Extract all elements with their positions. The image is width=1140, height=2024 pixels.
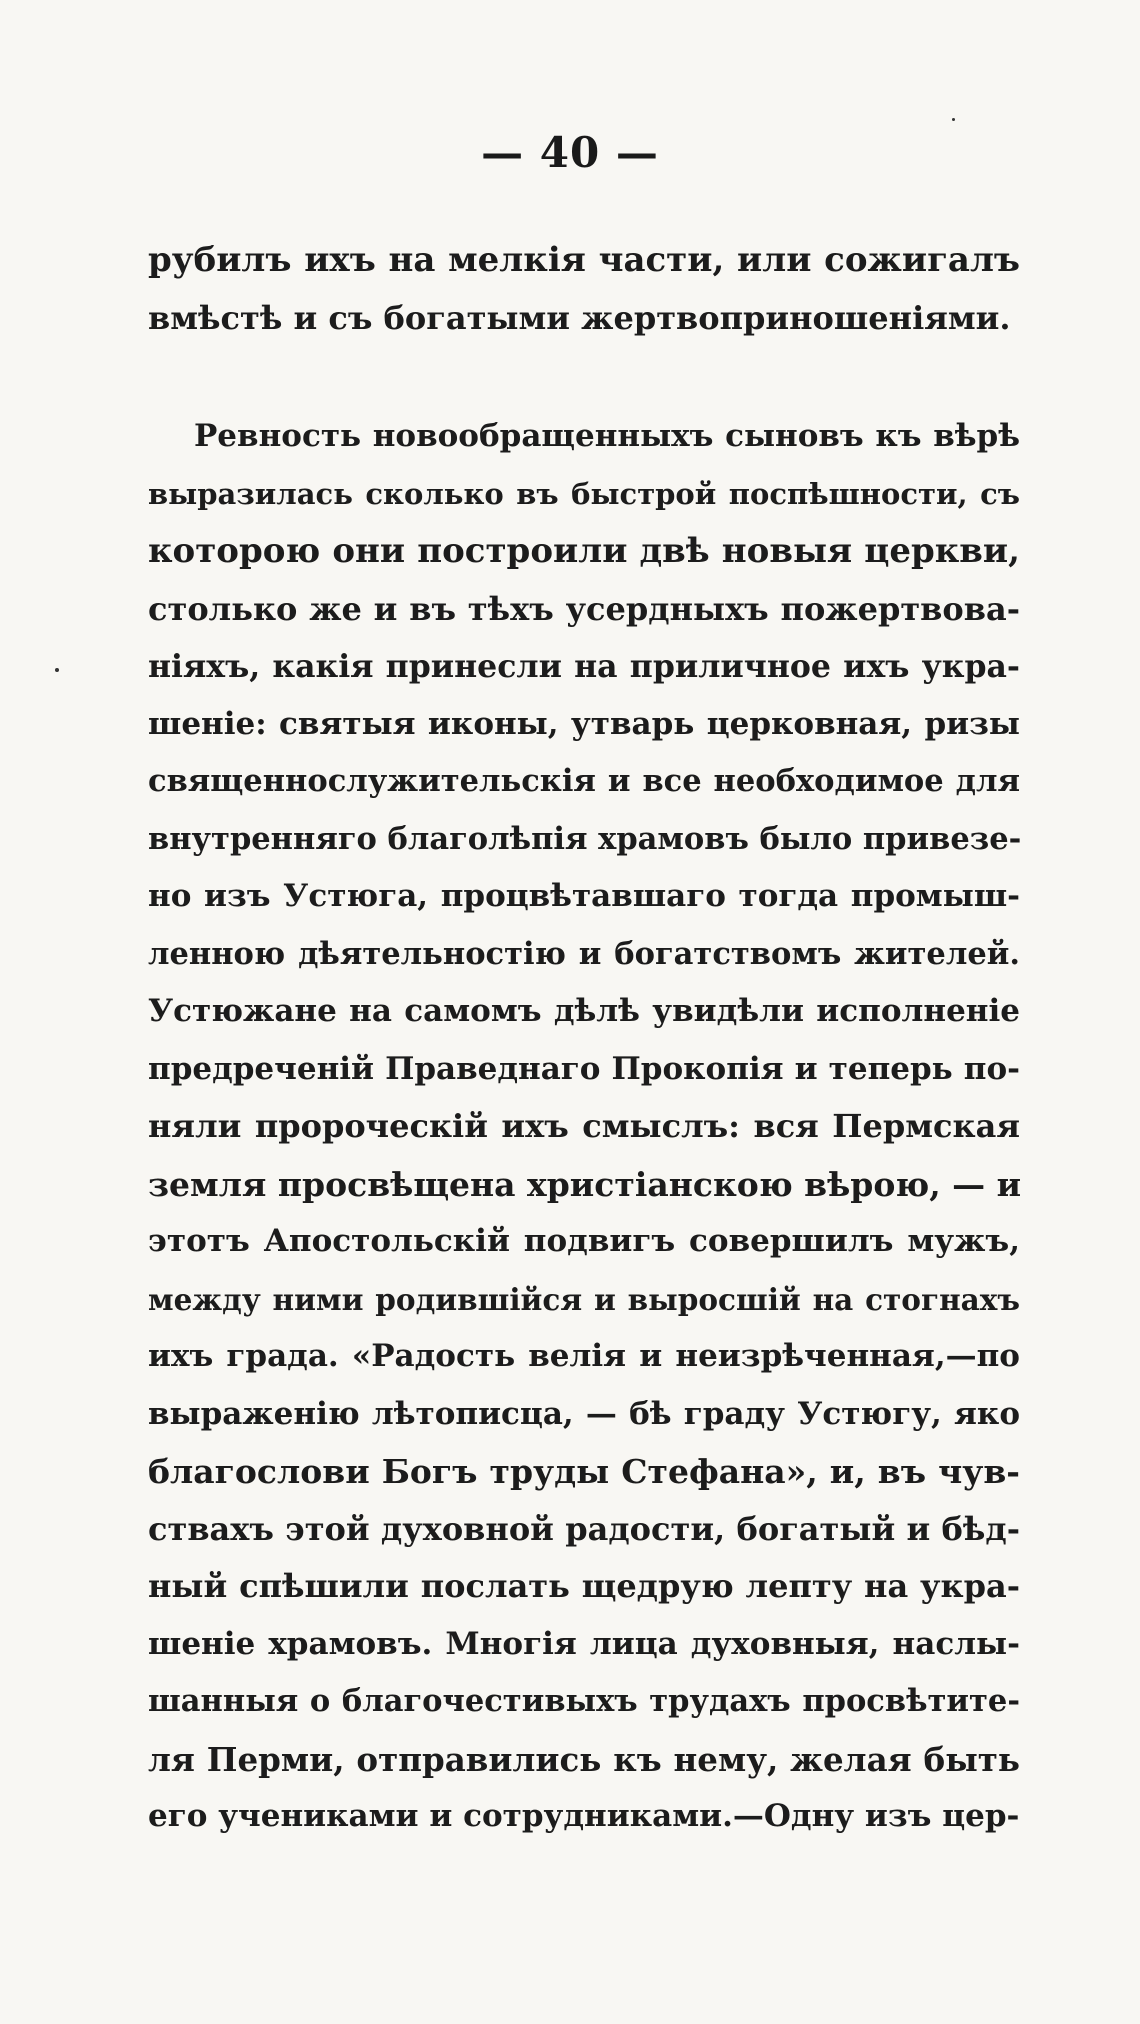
text-line: выразилась сколько въ быстрой поспѣшности, съ <box>148 476 1020 511</box>
text-line: этотъ Апостольскій подвигъ совершилъ мужъ, <box>148 1223 1020 1259</box>
paragraph-1 <box>148 232 1020 347</box>
text-line: земля просвѣщена христіанскою вѣрою, — и <box>148 1164 1022 1204</box>
ink-speck <box>55 668 59 672</box>
text-line: предреченій Праведнаго Прокопія и теперь по- <box>148 1050 1020 1087</box>
text-line: Ревность новообращенныхъ сыновъ къ вѣрѣ <box>194 418 1020 454</box>
text-line: Устюжане на самомъ дѣлѣ увидѣли исполненіе <box>148 993 1020 1029</box>
text-line: ленною дѣятельностію и богатствомъ жителей. <box>148 935 1020 972</box>
text-line: шеніе храмовъ. Многія лица духовныя, наслы- <box>148 1625 1020 1662</box>
text-line: но изъ Устюга, процвѣтавшаго тогда промыш- <box>148 878 1020 914</box>
text-line: ля Перми, отправились къ нему, желая быть <box>148 1739 1020 1779</box>
text-line: священнослужительскія и все необходимое для <box>148 763 1020 799</box>
text-line: ный спѣшили послать щедрую лепту на укра- <box>148 1567 1020 1605</box>
text-line: внутренняго благолѣпія храмовъ было привезе- <box>148 820 1022 857</box>
text-line: ніяхъ, какія принесли на приличное ихъ укра- <box>148 648 1020 685</box>
paragraph-2 <box>148 408 1020 1846</box>
text-line: няли пророческій ихъ смыслъ: вся Пермская <box>148 1107 1020 1145</box>
text-line: шеніе: святыя иконы, утварь церковная, ризы <box>148 705 1020 742</box>
text-line: ихъ града. «Радость велія и неизрѣченная,—по <box>148 1338 1020 1374</box>
text-line: между ними родившійся и выросшій на стогнахъ <box>148 1281 1020 1317</box>
text-line: рубилъ ихъ на мелкія части, или сожигалъ <box>148 240 1020 280</box>
page-number: — 40 — <box>481 128 659 177</box>
ink-speck <box>952 118 955 121</box>
text-line: шанныя о благочестивыхъ трудахъ просвѣтите- <box>148 1683 1020 1719</box>
text-line: выраженію лѣтописца, — бѣ граду Устюгу, яко <box>148 1395 1020 1432</box>
text-line: вмѣстѣ и съ богатыми жертвоприношеніями. <box>148 298 1011 337</box>
text-line: столько же и въ тѣхъ усердныхъ пожертвова- <box>148 589 1020 628</box>
text-line: его учениками и сотрудниками.—Одну изъ цер- <box>148 1798 1020 1834</box>
text-line: ствахъ этой духовной радости, богатый и бѣд- <box>148 1509 1020 1548</box>
text-line: которою они построили двѣ новыя церкви, <box>148 531 1020 571</box>
text-line: благослови Богъ труды Стефана», и, въ чув- <box>148 1452 1020 1491</box>
